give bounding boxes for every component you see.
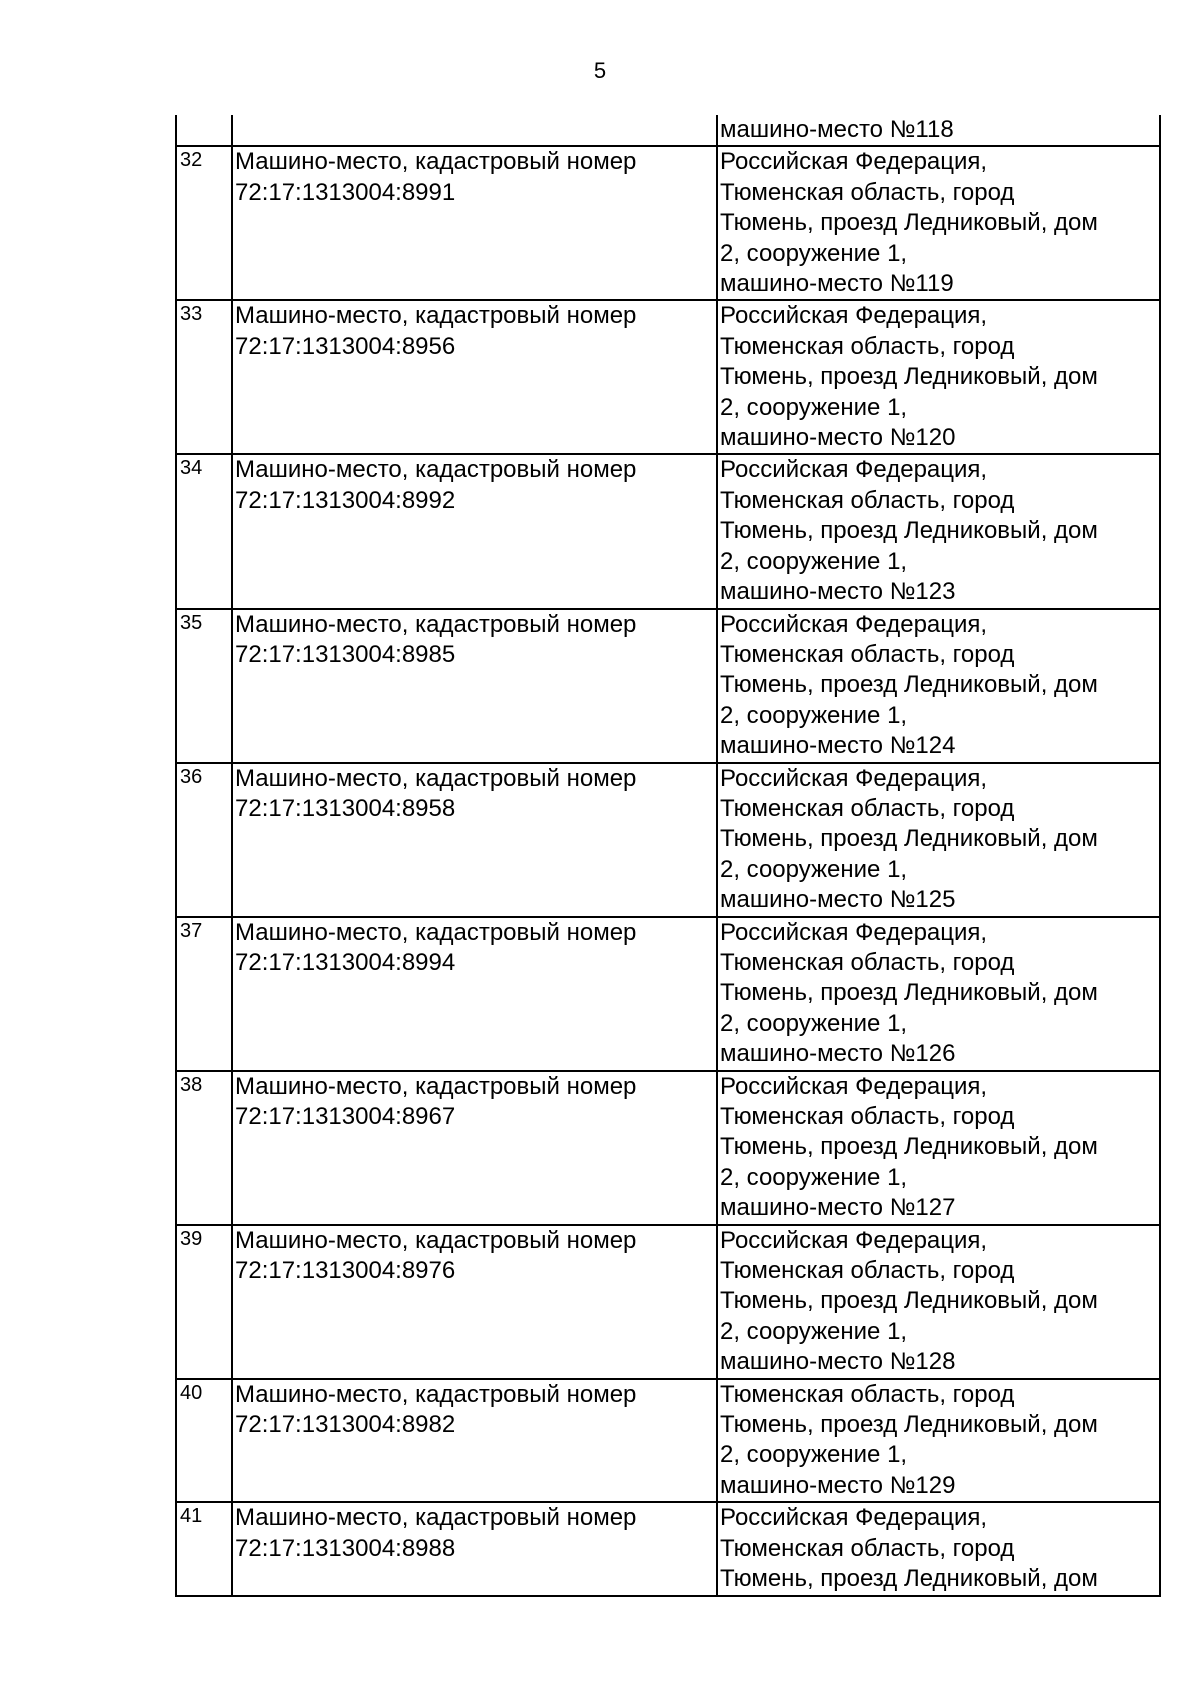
address-cell (717, 763, 1160, 917)
address-cell (717, 1225, 1160, 1379)
address-line: Тюменская область, город (720, 794, 1015, 822)
object-line: Машино-место, кадастровый номер (235, 1072, 637, 1100)
address-line: Российская Федерация, (720, 764, 988, 792)
object-line: Машино-место, кадастровый номер (235, 1380, 637, 1408)
address-line: Тюмень, проезд Ледниковый, дом (720, 209, 1098, 237)
address-line: 2, сооружение 1, (720, 239, 908, 267)
table-row (176, 300, 1160, 454)
address-line: Тюменская область, город (720, 1257, 1015, 1285)
address-line: Тюмень, проезд Ледниковый, дом (720, 825, 1098, 853)
parking-spaces-table (175, 115, 1161, 1597)
row-number-cell: 38 (176, 1071, 232, 1225)
address-line: Тюмень, проезд Ледниковый, дом (720, 671, 1098, 699)
object-cell (232, 146, 717, 300)
address-cell (717, 1502, 1160, 1595)
address-line: машино-место №128 (720, 1348, 956, 1376)
table-row (176, 917, 1160, 1071)
address-line: Тюмень, проезд Ледниковый, дом (720, 1287, 1098, 1315)
address-line: Российская Федерация, (720, 610, 988, 638)
address-line: Тюмень, проезд Ледниковый, дом (720, 1411, 1098, 1439)
address-cell (717, 300, 1160, 454)
address-line: Российская Федерация, (720, 456, 988, 484)
address-line: машино-место №125 (720, 886, 956, 914)
row-number-cell (176, 115, 232, 146)
address-cell (717, 1379, 1160, 1503)
object-line: 72:17:1313004:8985 (235, 640, 456, 668)
address-cell (717, 1071, 1160, 1225)
address-line: Российская Федерация, (720, 302, 988, 330)
address-line: Тюмень, проезд Ледниковый, дом (720, 1133, 1098, 1161)
object-cell (232, 454, 717, 608)
table-row (176, 763, 1160, 917)
address-line: машино-место №127 (720, 1194, 956, 1222)
table-row (176, 609, 1160, 763)
address-line: машино-место №126 (720, 1040, 956, 1068)
address-line: 2, сооружение 1, (720, 855, 908, 883)
table-row (176, 115, 1160, 146)
object-line: 72:17:1313004:8982 (235, 1411, 456, 1439)
address-line: машино-место №120 (720, 424, 956, 452)
row-number-cell: 35 (176, 609, 232, 763)
address-line: 2, сооружение 1, (720, 1441, 908, 1469)
object-line: 72:17:1313004:8958 (235, 794, 456, 822)
object-cell (232, 917, 717, 1071)
address-line: Тюменская область, город (720, 332, 1015, 360)
table-body (176, 115, 1160, 1596)
object-line: 72:17:1313004:8992 (235, 486, 456, 514)
address-line: Тюменская область, город (720, 178, 1015, 206)
address-line: машино-место №129 (720, 1471, 956, 1499)
address-line: машино-место №123 (720, 578, 956, 606)
object-cell (232, 115, 717, 146)
address-line: Тюменская область, город (720, 1380, 1015, 1408)
address-line: Тюменская область, город (720, 1534, 1015, 1562)
table-row (176, 1071, 1160, 1225)
row-number-cell: 34 (176, 454, 232, 608)
table-row (176, 1502, 1160, 1595)
table-row (176, 454, 1160, 608)
object-line: Машино-место, кадастровый номер (235, 610, 637, 638)
address-line: Тюменская область, город (720, 948, 1015, 976)
table-row (176, 146, 1160, 300)
address-cell (717, 115, 1160, 146)
object-line: Машино-место, кадастровый номер (235, 456, 637, 484)
row-number-cell: 41 (176, 1502, 232, 1595)
page-number: 5 (593, 58, 607, 83)
address-line: 2, сооружение 1, (720, 1317, 908, 1345)
object-line: Машино-место, кадастровый номер (235, 302, 637, 330)
address-line: Тюмень, проезд Ледниковый, дом (720, 979, 1098, 1007)
address-line: Тюменская область, город (720, 640, 1015, 668)
object-line: 72:17:1313004:8988 (235, 1534, 456, 1562)
object-cell (232, 1379, 717, 1503)
object-cell (232, 300, 717, 454)
object-line: 72:17:1313004:8994 (235, 948, 456, 976)
object-line: Машино-место, кадастровый номер (235, 1226, 637, 1254)
address-line: машино-место №119 (720, 270, 954, 298)
address-line: Тюмень, проезд Ледниковый, дом (720, 1565, 1098, 1593)
row-number-cell: 36 (176, 763, 232, 917)
object-line: Машино-место, кадастровый номер (235, 918, 637, 946)
address-line: 2, сооружение 1, (720, 547, 908, 575)
address-cell (717, 917, 1160, 1071)
address-line: Российская Федерация, (720, 1072, 988, 1100)
row-number-cell: 40 (176, 1379, 232, 1503)
address-line: 2, сооружение 1, (720, 701, 908, 729)
object-line: Машино-место, кадастровый номер (235, 148, 637, 176)
address-line: машино-место №118 (720, 116, 954, 143)
object-line: Машино-место, кадастровый номер (235, 764, 637, 792)
address-line: Российская Федерация, (720, 1504, 988, 1532)
object-line: 72:17:1313004:8976 (235, 1257, 456, 1285)
address-line: Российская Федерация, (720, 148, 988, 176)
address-line: Тюмень, проезд Ледниковый, дом (720, 517, 1098, 545)
object-cell (232, 609, 717, 763)
object-cell (232, 1502, 717, 1595)
address-cell (717, 454, 1160, 608)
address-line: Российская Федерация, (720, 1226, 988, 1254)
row-number-cell: 32 (176, 146, 232, 300)
object-line: Машино-место, кадастровый номер (235, 1504, 637, 1532)
address-line: Тюменская область, город (720, 1103, 1015, 1130)
address-line: машино-место №124 (720, 732, 956, 760)
row-number-cell: 39 (176, 1225, 232, 1379)
address-line: 2, сооружение 1, (720, 393, 908, 421)
object-line: 72:17:1313004:8991 (235, 178, 456, 206)
object-cell (232, 1071, 717, 1225)
object-cell (232, 763, 717, 917)
table-row (176, 1225, 1160, 1379)
address-line: 2, сооружение 1, (720, 1163, 908, 1191)
address-line: Тюменская область, город (720, 486, 1015, 514)
row-number-cell: 37 (176, 917, 232, 1071)
address-cell (717, 146, 1160, 300)
row-number-cell: 33 (176, 300, 232, 454)
address-cell (717, 609, 1160, 763)
object-cell (232, 1225, 717, 1379)
object-line: 72:17:1313004:8967 (235, 1103, 456, 1130)
address-line: Тюмень, проезд Ледниковый, дом (720, 363, 1098, 391)
address-line: 2, сооружение 1, (720, 1009, 908, 1037)
object-line: 72:17:1313004:8956 (235, 332, 456, 360)
table-row (176, 1379, 1160, 1503)
address-line: Российская Федерация, (720, 918, 988, 946)
